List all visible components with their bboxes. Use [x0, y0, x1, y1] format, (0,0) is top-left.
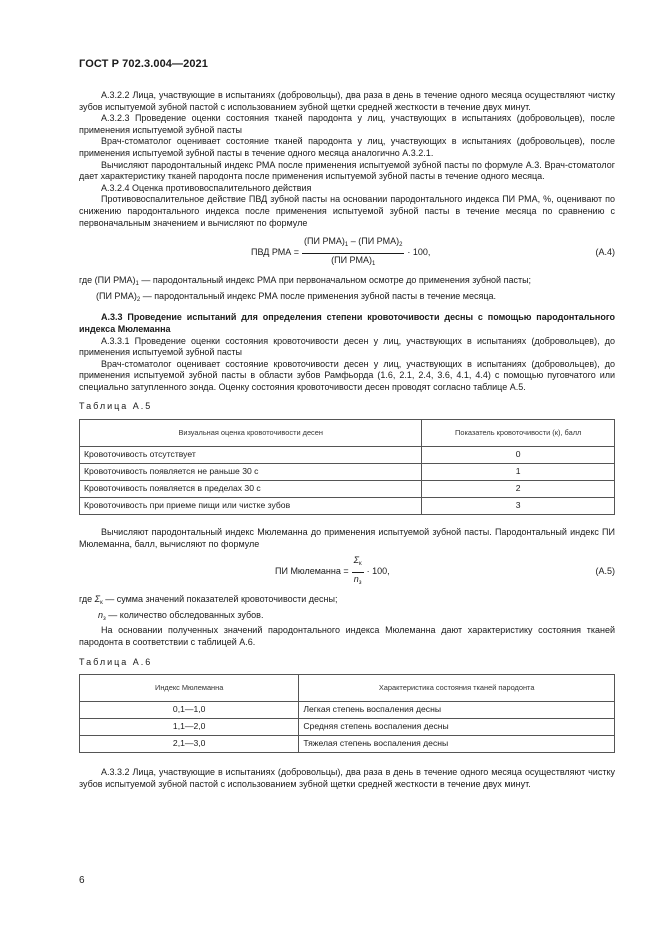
table-row: 1,1—2,0 Средняя степень воспаления десны: [80, 719, 615, 736]
table-row: Кровоточивость появляется не раньше 30 с 1: [80, 464, 615, 481]
table-a5-caption: Таблица А.5: [79, 401, 153, 412]
table-a5-header-visual: Визуальная оценка кровоточивости десен: [80, 420, 422, 447]
table-row: Кровоточивость при приеме пищи или чистке зубов 3: [80, 498, 615, 515]
formula-a4-tail: · 100,: [407, 247, 431, 258]
table-row: Кровоточивость отсутствует 0: [80, 447, 615, 464]
formula-a4-lhs: ПВД РМА =: [251, 247, 300, 258]
formula-a4: [79, 233, 615, 273]
paragraph-a323: А.3.2.3 Проведение оценки состояния тканей пародонта у лиц, участвующих в испытаниях (добровольцев), после применения испытуемой зубной пасты: [79, 113, 615, 135]
paragraph-a332: А.3.3.2 Лица, участвующие в испытаниях (добровольцы), два раза в день в течение одного месяца осуществляют чистку зубов испытуемой зубной пастой с использованием зубной щетки средней жесткости в течение двух минут.: [79, 767, 615, 789]
page-content: [79, 90, 615, 790]
table-a6-header-index: Индекс Мюлеманна: [80, 675, 299, 702]
paragraph-a331: А.3.3.1 Проведение оценки состояния кровоточивости десен у лиц, участвующих в испытаниях (добровольцев), до применения испытуемой зубной пасты: [79, 335, 615, 358]
table-a6-caption: Таблица А.6: [79, 656, 153, 667]
definition-pma2: (ПИ $РМА)_2$ — пародонтальный индекс РМА после применения зубной пасты в течение месяца.: [96, 290, 497, 303]
table-row: 2,1—3,0 Тяжелая степень воспаления десны: [80, 736, 615, 753]
table-row: Кровоточивость появляется в пределах 30 с 2: [80, 481, 615, 498]
table-a6: [79, 674, 615, 753]
table-a5-header-score: Показатель кровоточивости (к), балл: [422, 420, 615, 447]
table-row: 0,1—1,0 Легкая степень воспаления десны: [80, 702, 615, 719]
paragraph-characteristic: На основании полученных значений пародонтального индекса Мюлеманна дают характеристику состояния тканей пародонта в соответствии с таблицей А.6.: [79, 625, 615, 648]
page-number: 6: [79, 875, 85, 886]
definition-pma1: где (ПИ $РМА)_1$ — пародонтальный индекс РМА при первоначальном осмотре до применения зубной пасты;: [79, 275, 532, 288]
formula-a4-fraction: $\frac{(ПИ РМА)_1 - (ПИ РМА)_2}{(ПИ РМА)_1}$: [304, 236, 403, 267]
formula-a4-definitions: [79, 275, 615, 306]
definition-sum: где $\Sigma_к$ — сумма значений показателей кровоточивости десны;: [79, 594, 338, 607]
section-heading-a33: А.3.3 Проведение испытаний для определения степени кровоточивости десны с помощью пародонтального индекса Мюлеманна: [79, 312, 615, 334]
paragraph-a322: А.3.2.2 Лица, участвующие в испытаниях (добровольцы), два раза в день в течение одного месяца осуществляют чистку зубов испытуемой зубной пастой с использованием зубной щетки средней жесткости в течение двух минут.: [79, 90, 615, 112]
document-header: ГОСТ Р 702.3.004—2021: [79, 58, 208, 70]
formula-a5-lhs: ПИ Мюлеманна =: [275, 566, 349, 577]
formula-a5: [79, 552, 615, 592]
paragraph-dentist-assess: Врач-стоматолог оценивает состояние тканей пародонта у лиц, участвующих в испытаниях (добровольцев), после применения испытуемой зубной пасты в течение одного месяца аналогично А.3.2.1.: [79, 136, 615, 158]
formula-a5-fraction: $\frac{\Sigma_к}{n_з}$: [353, 555, 362, 586]
table-a5: [79, 419, 615, 515]
paragraph-a324: А.3.2.4 Оценка противовоспалительного действия: [101, 182, 312, 193]
paragraph-bleeding-assess: Врач-стоматолог оценивает состояние кровоточивости десен у лиц, участвующих в испытаниях (добровольцев), до применения испытуемой зубной пасты в области зубов Рамфьорда (1.6, 2.1, 2.4, 3.6, 4.1, 4.4) с помощью пуговчатого или специально затупленного зонда. Оценку состояния кровоточивости десен проводят согласно таблице А.5.: [79, 358, 615, 392]
table-a6-header-characteristic: Характеристика состояния тканей пародонта: [299, 675, 615, 702]
formula-a5-definitions: [79, 594, 615, 625]
formula-a5-number: (А.5): [595, 566, 615, 577]
paragraph-pvd: Противовоспалительное действие ПВД зубной пасты на основании пародонтального индекса ПИ РМА, %, оценивают по снижению пародонтального индекса после применения испытуемой зубной пасты в течение месяца по сравнению с первоначальным значением и вычисляют по формуле: [79, 194, 615, 228]
formula-a5-tail: · 100,: [366, 566, 390, 577]
paragraph-muhlemann-calc: Вычисляют пародонтальный индекс Мюлеманна до применения испытуемой зубной пасты. Пародонтальный индекс ПИ Мюлеманна, балл, вычисляют по формуле: [79, 527, 615, 549]
formula-a4-number: (А.4): [595, 247, 615, 258]
definition-teeth-count: $n_з$ — количество обследованных зубов.: [98, 609, 264, 622]
paragraph-pma-calc: Вычисляют пародонтальный индекс РМА после применения испытуемой зубной пасты по формуле А.3. Врач-стоматолог дает характеристику тканей пародонта после применения испытуемой зубной пасты в течение одного месяца.: [79, 159, 615, 182]
